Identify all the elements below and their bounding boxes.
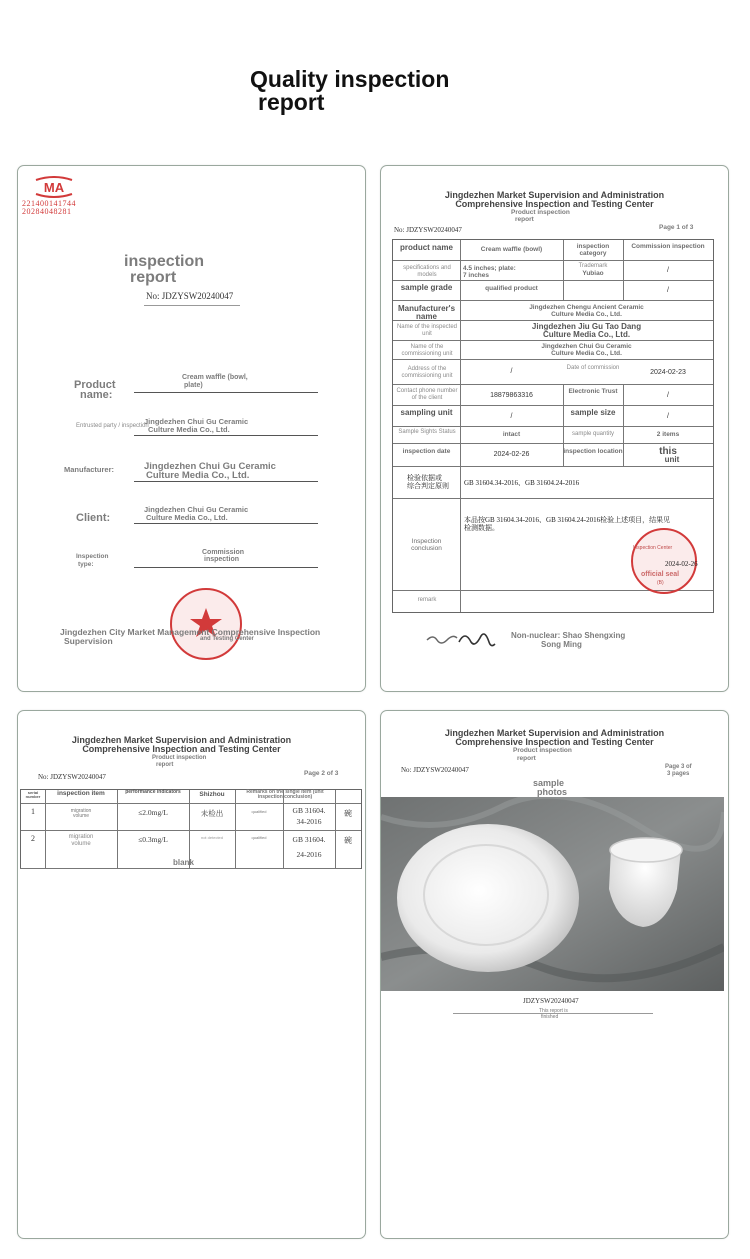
end-text-2: finished	[541, 1014, 559, 1020]
cover-report-no: No: JDZYSW20240047	[146, 291, 234, 301]
row2-basis-1: GB 31604.	[292, 835, 326, 844]
conclusion-label-1: Inspection	[411, 538, 442, 545]
report-page-2	[17, 710, 366, 1239]
basis-label-1: 检验依据或	[407, 474, 442, 482]
entrusted-value-2: Culture Media Co., Ltd.	[148, 425, 230, 434]
row2-result: not detected	[200, 835, 224, 840]
entrusted-value-1: Jingdezhen Chui Gu Ceramic	[144, 417, 249, 426]
manufacturer-value-1: Jingdezhen Chengu Ancient Ceramic	[529, 304, 644, 311]
stamp-text-2: official seal	[641, 571, 680, 578]
row1-item-1: migration	[70, 808, 92, 814]
grade-value: qualified product	[485, 285, 538, 292]
manufacturer-value-1: Jingdezhen Chui Gu Ceramic	[144, 461, 276, 472]
cover-footer-1b: and Testing Center	[200, 636, 254, 642]
row2-basis-2: 24-2016	[296, 850, 322, 859]
grade-label: sample grade	[400, 283, 453, 292]
basis-label-2: 综合判定原则	[407, 482, 449, 490]
status-label: Sample Sights Status	[398, 429, 456, 435]
doc-type-1: Product inspection	[511, 209, 570, 216]
plate-and-bowl-image	[381, 797, 724, 991]
sampling-value: /	[510, 413, 513, 420]
doc-type-2: report	[515, 216, 534, 223]
cma-logo	[32, 176, 76, 198]
test-results-table	[20, 789, 362, 869]
location-value-2: unit	[664, 455, 680, 464]
cover-footer-1: Jingdezhen City Market Management Comprehensive Inspection	[60, 627, 321, 637]
remark-label: remark	[417, 597, 437, 603]
report-no: No: JDZYSW20240047	[401, 766, 469, 774]
cma-code-2: 20284048281	[22, 207, 72, 216]
signature-scribble	[425, 628, 497, 650]
report-no: No: JDZYSW20240047	[38, 773, 106, 781]
page-number-2: 3 pages	[667, 771, 690, 777]
doc-type-1: Product inspection	[152, 755, 207, 761]
product-value-2: plate)	[184, 382, 203, 389]
trademark-label: Trademark	[578, 263, 608, 269]
sample-size-label: sample size	[570, 408, 616, 417]
client-value-2: Culture Media Co., Ltd.	[551, 350, 622, 357]
product-name-label: product name	[400, 243, 453, 252]
end-text-1: This report is	[539, 1008, 568, 1014]
client-value-2: Culture Media Co., Ltd.	[146, 513, 228, 522]
manufacturer-value-2: Culture Media Co., Ltd.	[551, 311, 622, 318]
row2-remark: qualified	[251, 835, 267, 840]
official-seal	[170, 588, 242, 660]
org-line-2: Comprehensive Inspection and Testing Center	[455, 737, 654, 747]
col-header-serial: serial number	[25, 790, 41, 799]
product-label-1: Product	[74, 379, 116, 391]
row1-result: 未检出	[200, 809, 224, 818]
row1-remark: qualified	[251, 809, 267, 814]
row1-item-2: volume	[72, 813, 90, 819]
conclusion-text-1: 本品按GB 31604.34-2016、GB 31604.24-2016检验上述项目，结果见	[464, 516, 671, 524]
cover-heading-2: report	[130, 269, 177, 286]
entrusted-label: Entrusted party / inspection	[76, 423, 149, 429]
conclusion-date: 2024-02-26	[665, 560, 698, 568]
spec-value-2: 7 inches	[463, 272, 490, 279]
row2-item-2: volume	[71, 841, 91, 847]
page-number: Page 1 of 3	[659, 224, 694, 231]
title-line-2: report	[258, 89, 325, 115]
inspection-category-label: inspection category	[576, 243, 610, 257]
type-value-1: Commission	[202, 549, 245, 556]
address-label: Address of the commissioning unit	[401, 366, 453, 379]
product-name-value: Cream waffle (bowl)	[480, 246, 543, 253]
inspected-unit-value-2: Culture Media Co., Ltd.	[542, 330, 631, 339]
commission-date-label: Date of commission	[566, 365, 620, 371]
page-title	[250, 68, 510, 114]
phone-value: 18879863316	[490, 392, 533, 399]
doc-type-2: report	[156, 762, 174, 768]
client-label: Client:	[76, 512, 111, 524]
row2-type: 碗	[344, 836, 352, 845]
inspection-date-value: 2024-02-26	[493, 451, 530, 458]
address-value: /	[510, 368, 513, 375]
basis-value: GB 31604.34-2016、GB 31604.24-2016	[464, 479, 580, 487]
electronic-value: /	[667, 392, 669, 399]
conclusion-label-2: conclusion	[411, 545, 442, 552]
handwritten-signature	[425, 628, 497, 650]
inspection-summary-table	[392, 239, 714, 613]
manufacturer-label: Manufacturer's name	[397, 304, 456, 321]
type-label-2: type:	[78, 561, 94, 568]
manufacturer-value-2: Culture Media Co., Ltd.	[146, 470, 250, 481]
sample-photo	[381, 797, 724, 991]
type-label-1: Inspection	[76, 553, 109, 560]
signature-text: Non-nuclear: Shao Shengxing	[511, 631, 626, 640]
trademark-slash: /	[667, 267, 669, 274]
inspection-date-label: inspection date	[402, 448, 451, 455]
row1-indicator: ≤2.0mg/L	[138, 808, 168, 817]
col-header-indicator: performance indicators	[125, 789, 181, 795]
sample-size-value: /	[667, 413, 669, 420]
page-number: Page 2 of 3	[304, 770, 339, 777]
location-value-1: this	[659, 446, 677, 457]
org-line-1: Jingdezhen Market Supervision and Administration	[71, 735, 292, 745]
trademark-value: Yubiao	[582, 270, 604, 277]
status-value: intact	[502, 431, 521, 438]
cma-code-1: 221400141744	[22, 199, 76, 208]
row2-num: 2	[31, 834, 35, 843]
report-page-1	[380, 165, 729, 692]
sample-photos-1: sample	[533, 778, 565, 788]
spec-value-1: 4.5 inches; plate:	[463, 265, 516, 272]
signature-text-2: Song Ming	[541, 640, 582, 649]
phone-label: Contact phone number of the client	[396, 388, 458, 401]
star-icon	[172, 590, 240, 658]
doc-type-1: Product inspection	[513, 747, 572, 754]
title-line-1: Quality inspection	[250, 66, 450, 92]
location-label: inspection location	[563, 448, 623, 455]
commission-date-value: 2024-02-23	[650, 369, 686, 376]
cover-footer-2: Supervision	[64, 636, 113, 646]
inspection-category-value: Commission inspection	[631, 243, 705, 250]
product-label-2: name:	[80, 389, 113, 401]
row1-basis-1: GB 31604.	[292, 806, 326, 815]
cover-heading-1: inspection	[124, 253, 205, 270]
inspected-unit-value-1: Jingdezhen Jiu Gu Tao Dang	[531, 322, 642, 331]
quantity-label: sample quantity	[571, 431, 615, 437]
photo-caption: JDZYSW20240047	[523, 997, 579, 1005]
stamp-text-3: (B)	[657, 580, 664, 586]
org-line-1: Jingdezhen Market Supervision and Administration	[444, 728, 665, 738]
page-number-1: Page 3 of	[665, 764, 692, 770]
cma-logo-text: MA	[43, 180, 65, 195]
row1-type: 碗	[344, 809, 352, 818]
conclusion-text-2: 检测数据。	[464, 524, 499, 532]
report-no: No: JDZYSW20240047	[394, 226, 462, 234]
doc-type-2: report	[517, 755, 536, 762]
col-header-remarks: Remarks on the single item (unit inspection conclusion)	[246, 789, 324, 800]
col-header-result: Shizhou	[199, 791, 225, 798]
row2-item-1: migration	[68, 834, 94, 840]
row2-indicator: ≤0.3mg/L	[138, 835, 168, 844]
client-value-1: Jingdezhen Chui Gu Ceramic	[144, 505, 249, 514]
org-line-2: Comprehensive Inspection and Testing Center	[455, 199, 654, 209]
sample-photos-2: photos	[537, 787, 567, 797]
report-cover-page	[17, 165, 366, 692]
org-line-1: Jingdezhen Market Supervision and Administration	[444, 190, 665, 200]
row1-basis-2: 34-2016	[296, 817, 322, 826]
org-line-2: Comprehensive Inspection and Testing Center	[82, 744, 281, 754]
sampling-label: sampling unit	[400, 408, 453, 417]
stamp-text-1: Inspection Center	[633, 545, 673, 551]
blank-label: blank	[173, 858, 194, 867]
cma-logo-mark	[32, 176, 76, 198]
client-label: Name of the commissioning unit	[401, 344, 453, 357]
manufacturer-label: Manufacturer:	[64, 465, 115, 474]
spec-label: specifications and models	[403, 265, 451, 278]
quantity-value: 2 items	[656, 431, 680, 438]
product-value-1: Cream waffle (bowl,	[182, 374, 248, 381]
electronic-label: Electronic Trust	[568, 388, 618, 395]
report-page-3	[380, 710, 729, 1239]
type-value-2: inspection	[204, 556, 240, 563]
inspected-unit-label: Name of the inspected unit	[396, 324, 458, 337]
col-header-item: inspection item	[57, 790, 105, 797]
grade-slash: /	[667, 287, 669, 294]
row1-num: 1	[31, 807, 35, 816]
client-value-1: Jingdezhen Chui Gu Ceramic	[541, 343, 632, 350]
